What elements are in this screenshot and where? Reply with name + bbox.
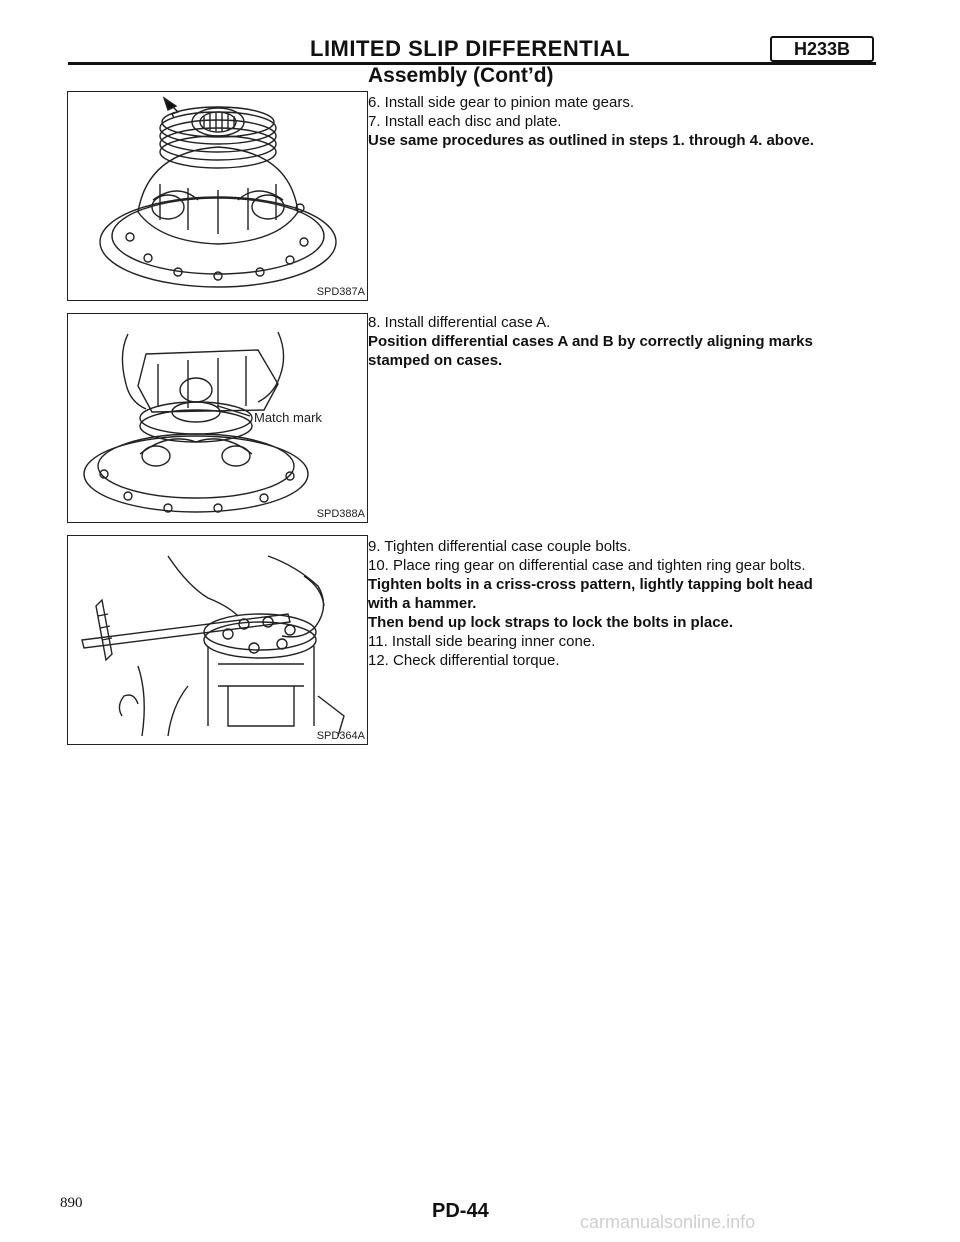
figure-id-label: SPD364A bbox=[316, 730, 365, 742]
figure-side-gear-assembly bbox=[67, 91, 368, 301]
step-note: stamped on cases. bbox=[368, 352, 503, 369]
step-line: 11. Install side bearing inner cone. bbox=[368, 633, 596, 650]
figure-id-label: SPD387A bbox=[316, 286, 365, 298]
step-line: 8. Install differential case A. bbox=[368, 314, 551, 331]
match-mark-callout: Match mark bbox=[254, 410, 322, 425]
step-note: Then bend up lock straps to lock the bolts in place. bbox=[368, 614, 734, 631]
section-page-id: PD-44 bbox=[432, 1200, 489, 1222]
instructions-steps-6-7 bbox=[368, 93, 888, 150]
step-line: 12. Check differential torque. bbox=[368, 652, 560, 669]
step-line: 6. Install side gear to pinion mate gears. bbox=[368, 94, 634, 111]
figure-id-label: SPD388A bbox=[316, 508, 365, 520]
step-line: 7. Install each disc and plate. bbox=[368, 113, 562, 130]
page-number: 890 bbox=[60, 1195, 83, 1211]
step-line: 10. Place ring gear on differential case and tighten ring gear bolts. bbox=[368, 557, 806, 574]
step-note: Position differential cases A and B by correctly aligning marks bbox=[368, 333, 813, 350]
torque-wrench-illustration bbox=[68, 536, 367, 744]
section-subtitle: Assembly (Cont’d) bbox=[368, 64, 554, 87]
side-gear-illustration bbox=[68, 92, 367, 300]
case-alignment-illustration bbox=[68, 314, 367, 522]
instructions-step-8 bbox=[368, 313, 888, 370]
figure-match-mark bbox=[67, 313, 368, 523]
section-code-badge: H233B bbox=[770, 36, 874, 62]
page-title: LIMITED SLIP DIFFERENTIAL bbox=[310, 36, 631, 61]
figure-ring-gear-bolts bbox=[67, 535, 368, 745]
watermark: carmanualsonline.info bbox=[580, 1212, 756, 1232]
instructions-steps-9-12 bbox=[368, 537, 888, 670]
step-note: with a hammer. bbox=[368, 595, 477, 612]
step-line: 9. Tighten differential case couple bolts. bbox=[368, 538, 632, 555]
step-note: Tighten bolts in a criss-cross pattern, lightly tapping bolt head bbox=[368, 576, 813, 593]
step-note: Use same procedures as outlined in steps 1. through 4. above. bbox=[368, 132, 814, 149]
